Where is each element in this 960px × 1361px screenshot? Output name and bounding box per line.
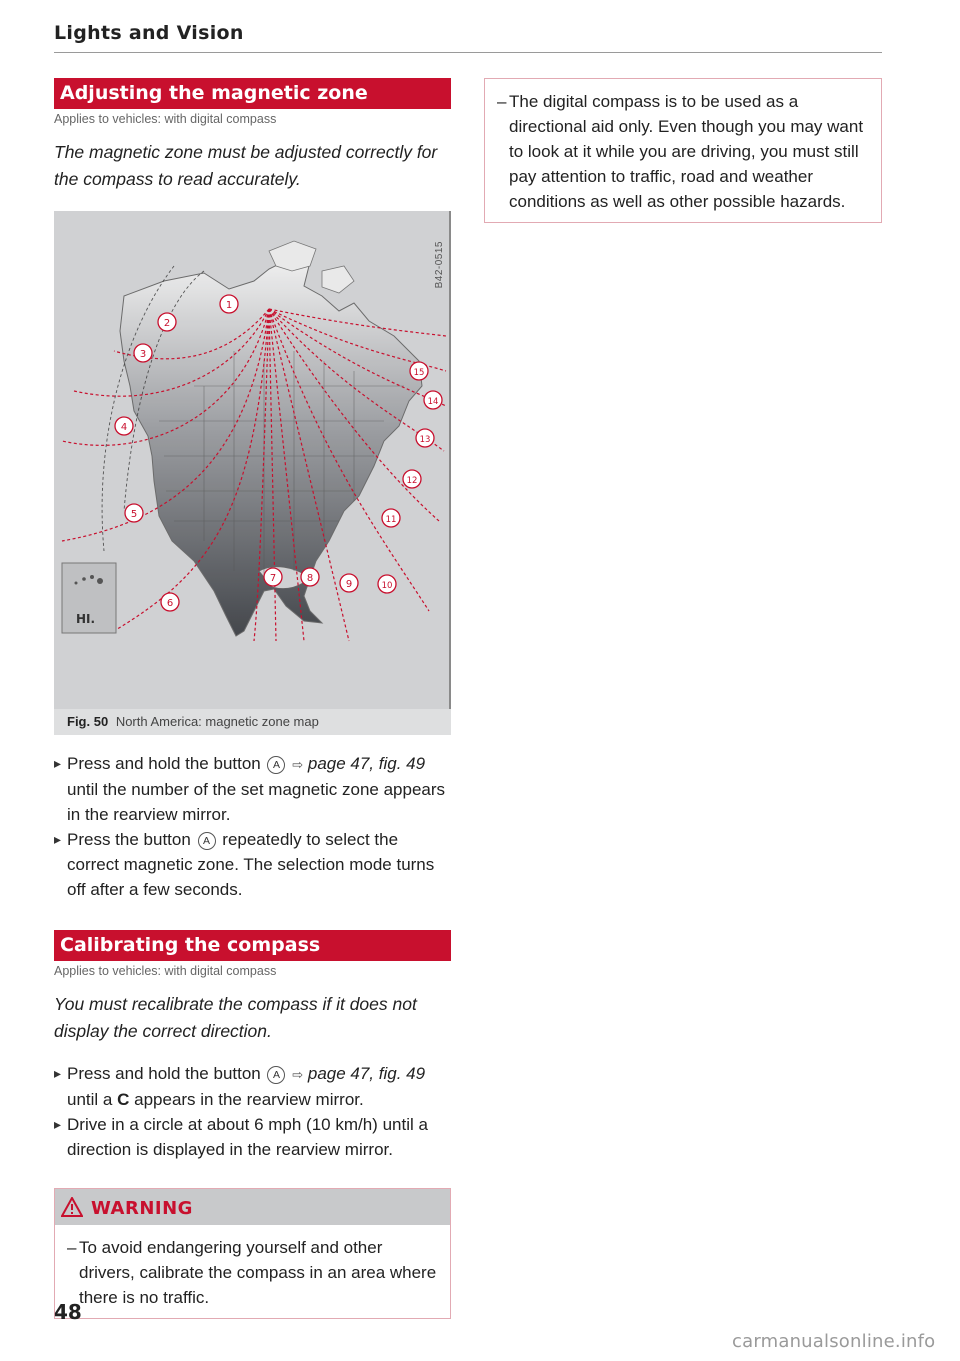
warning-item: – The digital compass is to be used as a directional aid only. Even though you may want to look at it while you are driving, you must still pay attention to traffic, road and weather conditions as well as other possible hazards. — [497, 89, 869, 214]
warning-list — [55, 1225, 450, 1318]
svg-text:12: 12 — [406, 476, 418, 486]
button-a-icon: A — [267, 1066, 285, 1084]
button-a-icon: A — [267, 756, 285, 774]
zone-marker-8 — [301, 568, 319, 586]
svg-text:15: 15 — [413, 368, 425, 378]
zone-marker-15 — [410, 362, 428, 380]
magnetic-zone-step-2: ▸ Press the button A repeatedly to select the correct magnetic zone. The selection mode turns off after a few seconds. — [54, 827, 451, 902]
warning-continued-box — [484, 78, 882, 223]
hawaii-inset — [62, 563, 116, 633]
figure-caption-text: North America: magnetic zone map — [115, 714, 319, 729]
figure-caption — [54, 709, 451, 735]
zone-marker-9 — [340, 574, 358, 592]
svg-text:5: 5 — [130, 509, 138, 520]
button-a-icon: A — [198, 832, 216, 850]
page-reference-link[interactable]: page 47, fig. 49 — [307, 1064, 426, 1083]
magnetic-zone-heading: Adjusting the magnetic zone — [54, 78, 451, 109]
warning-item: – To avoid endangering yourself and other drivers, calibrate the compass in an area where there is no traffic. — [67, 1235, 438, 1310]
magnetic-zone-applies: Applies to vehicles: with digital compass — [54, 112, 277, 126]
zone-marker-5 — [125, 504, 143, 522]
svg-text:9: 9 — [345, 579, 353, 590]
figure-id-code: B42-0515 — [434, 241, 445, 289]
magnetic-zone-steps — [54, 751, 451, 902]
zone-marker-10 — [378, 575, 396, 593]
section-title: Lights and Vision — [54, 22, 244, 44]
calibrate-step-2: ▸ Drive in a circle at about 6 mph (10 km/h) until a direction is displayed in the rearview mirror. — [54, 1112, 451, 1162]
page-number: 48 — [54, 1300, 82, 1324]
watermark: carmanualsonline.info — [732, 1331, 936, 1352]
svg-text:7: 7 — [269, 573, 277, 584]
reference-arrow-icon: ⇨ — [292, 757, 304, 772]
svg-text:6: 6 — [166, 598, 174, 609]
calibrate-intro: You must recalibrate the compass if it does not display the correct direction. — [54, 994, 417, 1041]
svg-text:13: 13 — [419, 435, 431, 445]
figure-caption-label: Fig. 50 — [67, 714, 109, 729]
calibrate-applies: Applies to vehicles: with digital compass — [54, 964, 277, 978]
calibrate-steps — [54, 1061, 451, 1162]
right-column — [484, 78, 882, 223]
hawaii-label: HI. — [76, 612, 96, 626]
zone-marker-12 — [403, 470, 421, 488]
svg-text:1: 1 — [225, 300, 233, 311]
zone-marker-6 — [161, 593, 179, 611]
magnetic-zone-step-1: ▸ Press and hold the button A ⇨ page 47, fig. 49 until the number of the set magnetic zone appears in the rearview mirror. — [54, 751, 451, 827]
zone-marker-11 — [382, 509, 400, 527]
warning-box — [54, 1188, 451, 1319]
calibrate-step-1: ▸ Press and hold the button A ⇨ page 47, fig. 49 until a C appears in the rearview mirror. — [54, 1061, 451, 1112]
zone-marker-4 — [115, 417, 133, 435]
zone-marker-1 — [220, 295, 238, 313]
calibrate-heading: Calibrating the compass — [54, 930, 451, 961]
zone-marker-14 — [424, 391, 442, 409]
svg-text:3: 3 — [139, 349, 147, 360]
zone-marker-2 — [158, 313, 176, 331]
svg-text:4: 4 — [120, 422, 128, 433]
zone-marker-3 — [134, 344, 152, 362]
zone-marker-13 — [416, 429, 434, 447]
svg-text:14: 14 — [427, 397, 439, 407]
svg-text:8: 8 — [306, 573, 314, 584]
svg-text:2: 2 — [163, 318, 171, 329]
zone-marker-7 — [264, 568, 282, 586]
magnetic-zone-map — [54, 211, 449, 709]
magnetic-zone-figure — [54, 211, 451, 709]
warning-list-continued — [485, 79, 881, 222]
page-reference-link[interactable]: page 47, fig. 49 — [307, 754, 426, 773]
left-column — [54, 78, 451, 1319]
svg-text:10: 10 — [381, 581, 393, 591]
warning-title: WARNING — [55, 1189, 450, 1225]
header-divider — [54, 52, 882, 53]
reference-arrow-icon: ⇨ — [292, 1067, 304, 1082]
svg-text:11: 11 — [385, 515, 397, 525]
magnetic-zone-intro: The magnetic zone must be adjusted correctly for the compass to read accurately. — [54, 142, 438, 189]
warning-triangle-icon — [61, 1197, 83, 1217]
